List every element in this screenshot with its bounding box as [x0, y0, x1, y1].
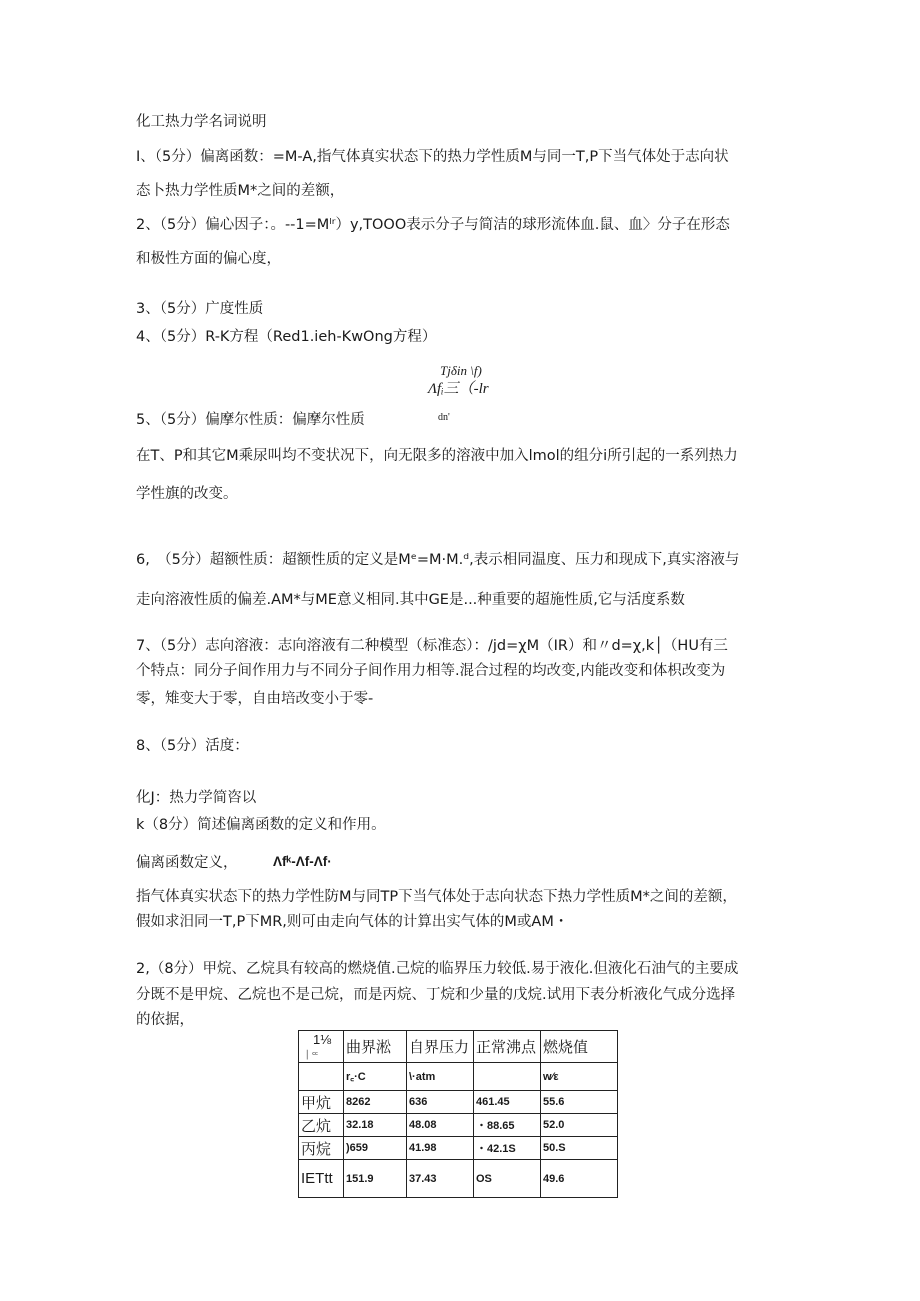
- formula-rk: Λfᵢ三（-lr: [428, 381, 489, 397]
- table-cell: 8262: [344, 1091, 407, 1114]
- text-line: 学性旗的改变。: [136, 486, 238, 502]
- corner-top: 1⅛: [313, 1032, 332, 1047]
- table-cell: 50.S: [541, 1137, 618, 1160]
- table-unit: w⁄ε: [541, 1063, 618, 1091]
- text-line: 5、（5分）偏摩尔性质：偏摩尔性质: [136, 412, 365, 428]
- text-line: 指气体真实状态下的热力学性防M与同TP下当气体处于志向状态下热力学性质M*之间的差额，: [136, 889, 737, 905]
- table-cell: 151.9: [344, 1160, 407, 1198]
- text-line: 假如求汨同一T,P下MR,则可由走向气体的计算出实气体的M或AM・: [136, 914, 569, 930]
- row-label: 丙烷: [299, 1137, 344, 1160]
- formula-rk-top: Tjδin \f): [440, 363, 482, 378]
- text-line: I、（5分）偏离函数：=M-A,指气体真实状态下的热力学性质M与同一T,P下当气体处于志向状: [136, 149, 729, 165]
- table-cell: 37.43: [407, 1160, 474, 1198]
- text-line: 分既不是甲烷、乙烷也不是己烷，而是丙烷、丁烷和少量的戊烷.试用下表分析液化气成分选择: [136, 987, 736, 1003]
- table-cell: 461.45: [474, 1091, 541, 1114]
- table-cell: 49.6: [541, 1160, 618, 1198]
- text-line: 2、（5分）偏心因子：。--1=Mˡʳ）y,TOOO表示分子与简洁的球形流体血.鼠、血〉分子在形态: [136, 217, 730, 233]
- table-cell: OS: [474, 1160, 541, 1198]
- table-unit: \·atm: [407, 1063, 474, 1091]
- text-line: 走向溶液性质的偏差.AM*与ME意义相同.其中GE是...种重要的超施性质,它与活度系数: [136, 592, 685, 608]
- table-header: 曲界淞: [344, 1031, 407, 1063]
- table-row: [299, 1114, 618, 1137]
- table-cell: 41.98: [407, 1137, 474, 1160]
- section-heading: 化J：热力学简咨以: [136, 790, 257, 806]
- text-line: 和极性方面的偏心度，: [136, 251, 281, 267]
- table-corner-cell: [299, 1031, 344, 1063]
- table-header: 正常沸点: [474, 1031, 541, 1063]
- table-unit-row: [299, 1063, 618, 1091]
- text-line: 6, （5分）超额性质：超额性质的定义是Mᵉ=M·M.ᵈ,表示相同温度、压力和现成下,真实溶液与: [136, 552, 740, 568]
- text-line: 4、（5分）R-K方程（Red1.ieh-KwOng方程）: [136, 329, 437, 345]
- text-line: 3、（5分）广度性质: [136, 301, 264, 317]
- table-header-row: [299, 1031, 618, 1063]
- text-line: 零，雉变大于零，自由培改变小于零-: [136, 691, 374, 707]
- text-line: k（8分）简述偏离函数的定义和作用。: [136, 817, 386, 833]
- text-line: 的依据，: [136, 1012, 194, 1028]
- table-cell: 636: [407, 1091, 474, 1114]
- formula-dn: dn': [438, 412, 450, 423]
- text-line: 8、（5分）活度：: [136, 738, 249, 754]
- row-label: IETtt: [299, 1160, 344, 1198]
- table-cell: ・88.65: [474, 1114, 541, 1137]
- corner-bottom: │ ᶜᶜ: [305, 1050, 318, 1059]
- table-cell: 32.18: [344, 1114, 407, 1137]
- table-unit: [474, 1063, 541, 1091]
- row-label: 甲炕: [299, 1091, 344, 1114]
- table-cell: 48.08: [407, 1114, 474, 1137]
- data-table: [298, 1030, 618, 1198]
- table-cell: 55.6: [541, 1091, 618, 1114]
- table-cell: 52.0: [541, 1114, 618, 1137]
- document-title: 化工热力学名词说明: [136, 114, 267, 130]
- text-line: 个特点：同分子间作用力与不同分子间作用力相等.混合过程的均改变,内能改变和体枳改变为: [136, 663, 726, 679]
- text-line: 态卜热力学性质M*之间的差额，: [136, 183, 345, 199]
- table-cell: )659: [344, 1137, 407, 1160]
- table-cell: ・42.1S: [474, 1137, 541, 1160]
- table-header: 自界压力: [407, 1031, 474, 1063]
- text-line: 2,（8分）甲烷、乙烷具有较高的燃烧值.己烷的临界压力较低.易于液化.但液化石油气的主要成: [136, 961, 739, 977]
- table-unit: r꜀·C: [344, 1063, 407, 1091]
- text-line: 偏离函数定义，: [136, 855, 238, 871]
- table-cell: [299, 1063, 344, 1091]
- table-header: 燃烧值: [541, 1031, 618, 1063]
- table-row: [299, 1160, 618, 1198]
- table-row: [299, 1091, 618, 1114]
- formula-deviation: Λfᵏ-Λf-Λf·: [273, 854, 332, 869]
- table-row: [299, 1137, 618, 1160]
- text-line: 在T、P和其它M乘尿叫均不变状况下，向无限多的溶液中加入lmol的组分i所引起的一系列热力: [136, 448, 738, 464]
- row-label: 乙炕: [299, 1114, 344, 1137]
- text-line: 7、（5分）志向溶液：志向溶液有二种模型（标准态）：∕jd=χM（IR）和〃d=χ,k│（HU有三: [136, 638, 728, 654]
